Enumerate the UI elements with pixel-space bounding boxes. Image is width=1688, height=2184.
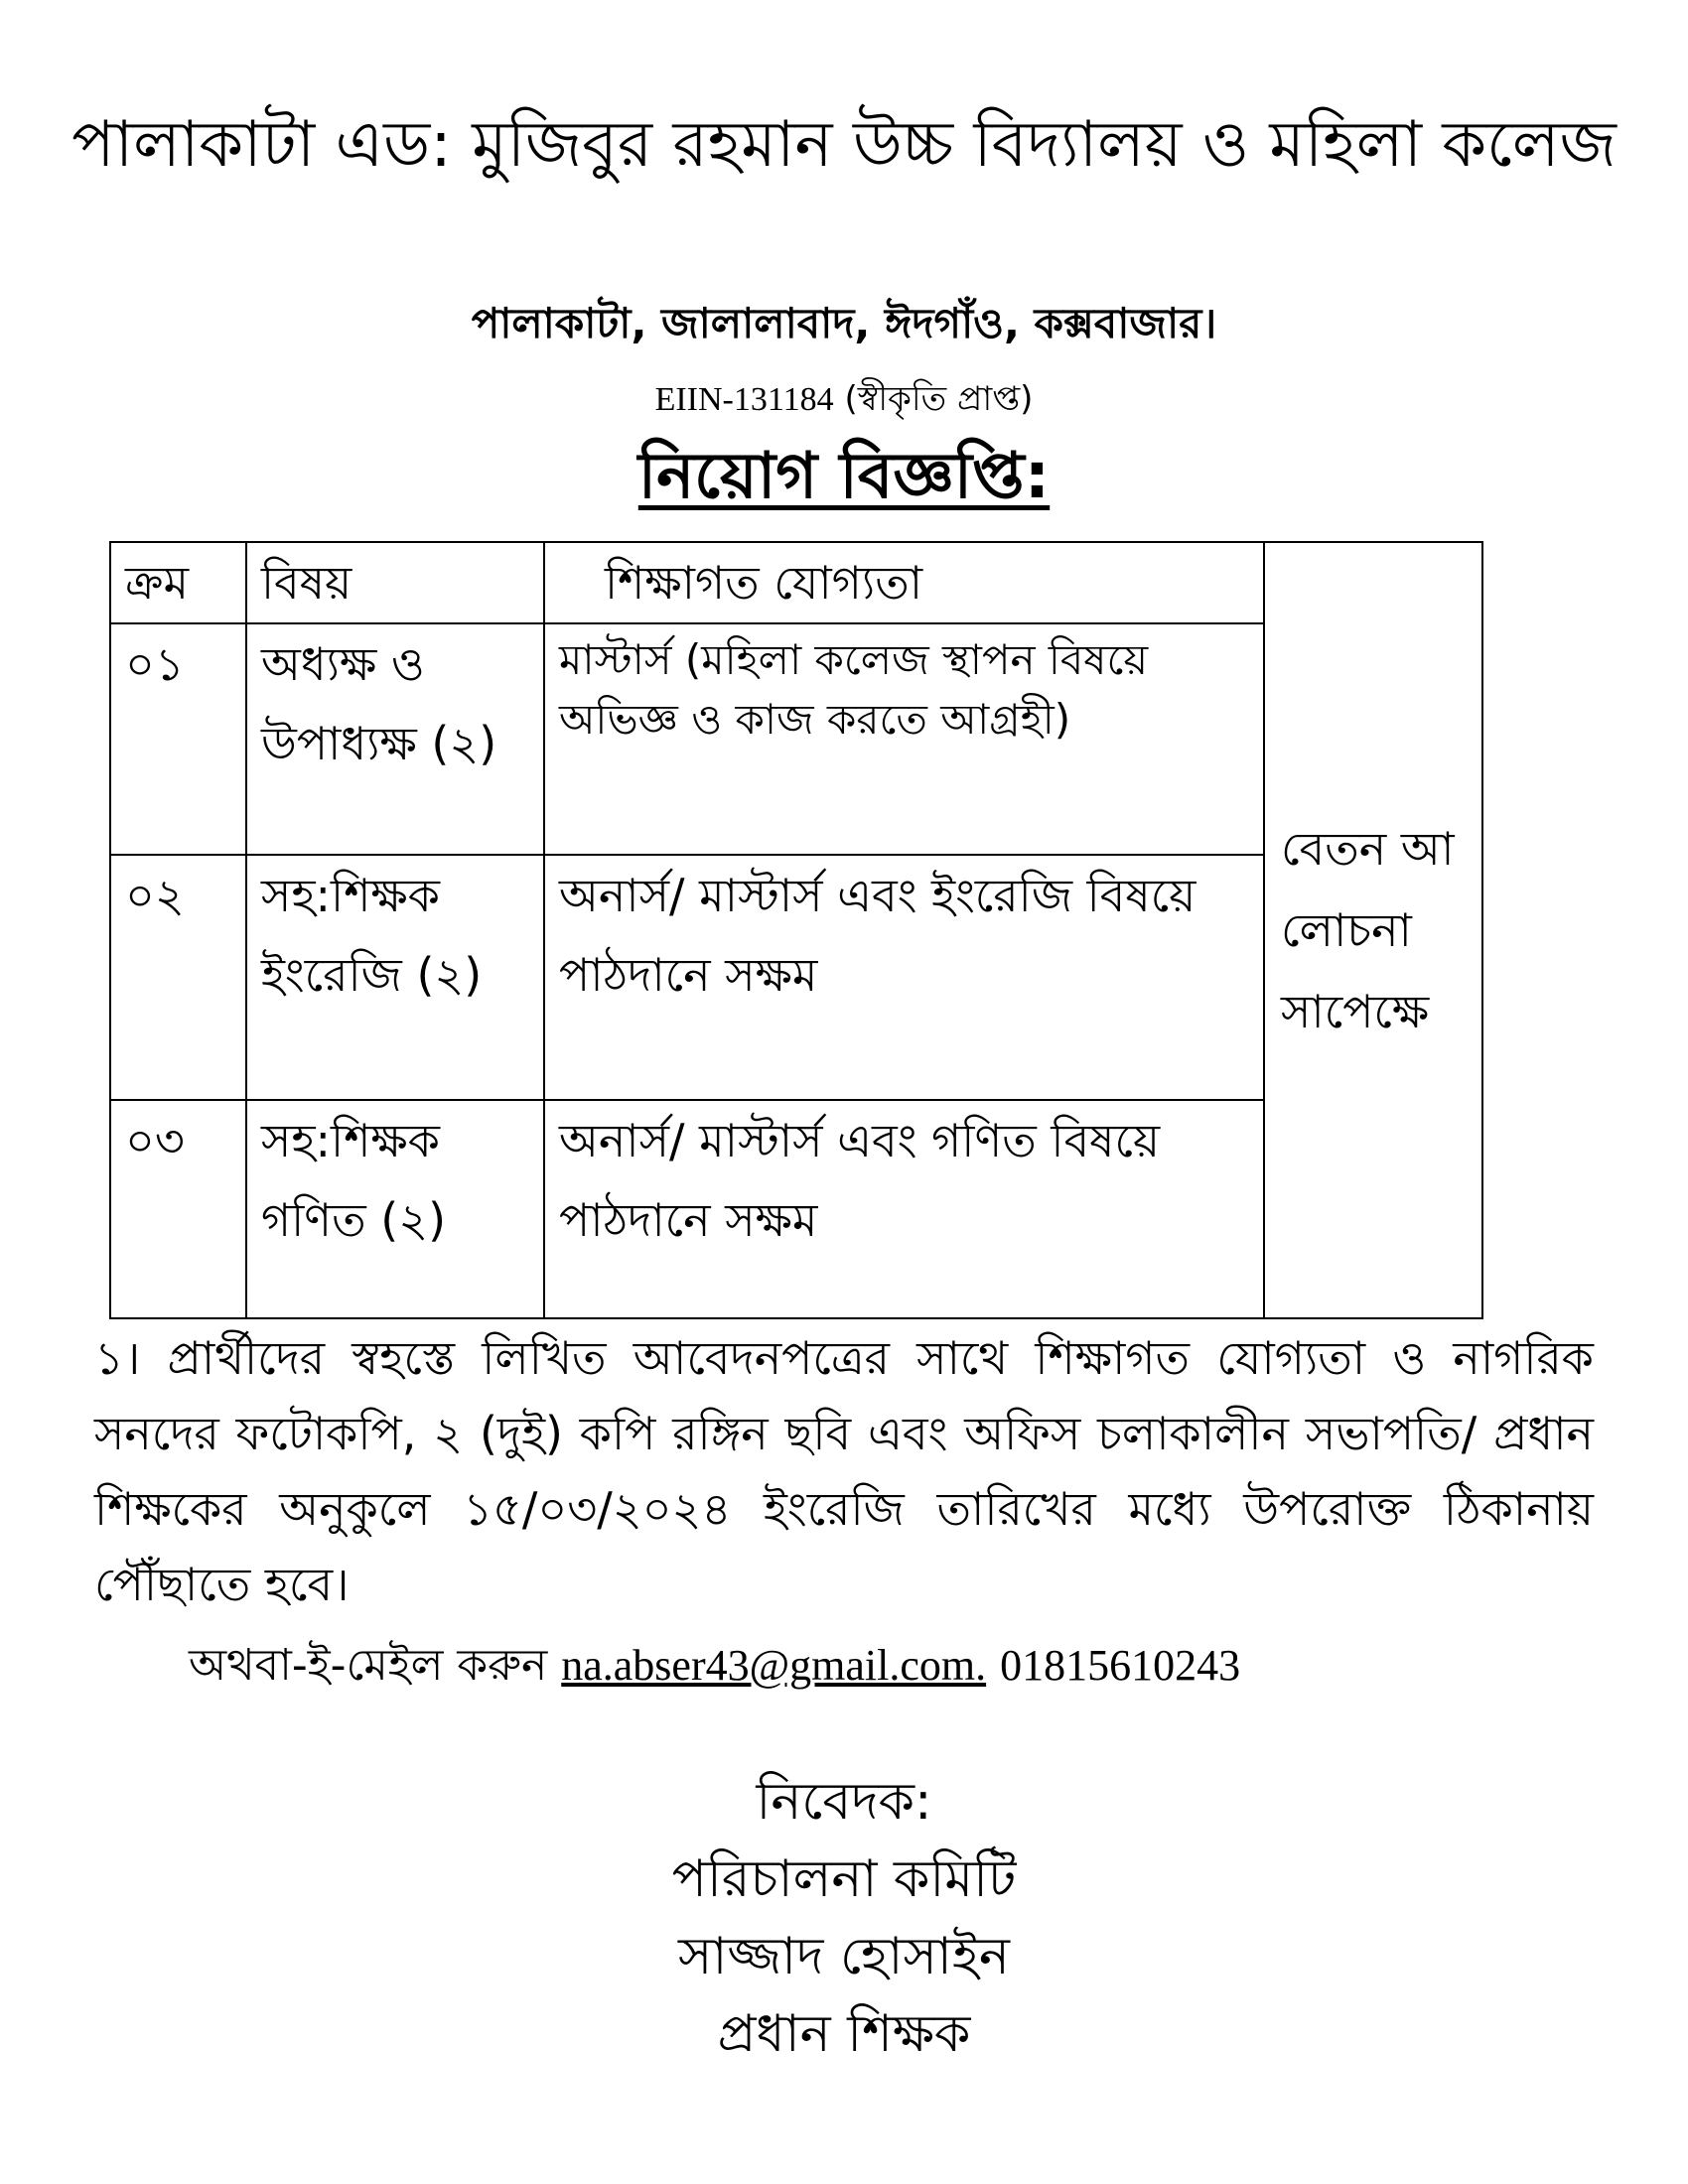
contact-line	[189, 1636, 1240, 1696]
eiin-number: EIIN-131184	[654, 381, 834, 418]
row-serial: ০২	[110, 855, 246, 1100]
contact-email[interactable]: na.abser43@gmail.com.	[561, 1641, 987, 1690]
school-name: পালাকাটা এড: মুজিবুর রহমান উচ্চ বিদ্যালয় ও মহিলা কলেজ	[71, 108, 1617, 182]
school-address: পালাকাটা, জালালাবাদ, ঈদগাঁও, কক্সবাজার।	[471, 299, 1217, 347]
recognition-status: (স্বীকৃতি প্রাপ্ত)	[844, 379, 1034, 419]
row-qualification: অনার্স/ মাস্টার্স এবং গণিত বিষয়ে পাঠদানে সক্ষম	[544, 1100, 1264, 1318]
signature-title: প্রধান শিক্ষক	[717, 2004, 971, 2064]
signature-committee: পরিচালনা কমিটি	[671, 1849, 1017, 1909]
application-instructions: ১। প্রার্থীদের স্বহস্তে লিখিত আবেদনপত্রের সাথে শিক্ষাগত যোগ্যতা ও নাগরিক সনদের ফটোকপি, ২ (দুই) কপি রঙ্গিন ছবি এবং অফিস চলাকালীন সভাপতি/ প্রধান শিক্ষকের অনুকুলে ১৫/০৩/২০২৪ ইংরেজি তারিখের মধ্যে উপরোক্ত ঠিকানায় পৌঁছাতে হবে।	[94, 1331, 1594, 1611]
contact-prefix: অথবা-ই-মেইল করুন	[189, 1640, 548, 1691]
salary-cell	[1264, 542, 1482, 1318]
header-serial: ক্রম	[110, 542, 246, 623]
row-serial: ০১	[110, 623, 246, 855]
header-qualification: শিক্ষাগত যোগ্যতা	[544, 542, 1264, 623]
row-subject: সহ:শিক্ষক গণিত (২)	[246, 1100, 544, 1318]
salary-text: বেতন আলোচনা সাপেক্ষে	[1281, 822, 1455, 1038]
table-header-row	[110, 542, 1482, 623]
contact-phone: 01815610243	[1000, 1641, 1241, 1690]
row-serial: ০৩	[110, 1100, 246, 1318]
signature-name: সাজ্জাদ হোসাইন	[678, 1927, 1010, 1986]
row-qualification: মাস্টার্স (মহিলা কলেজ স্থাপন বিষয়ে অভিজ্ঞ ও কাজ করতে আগ্রহী)	[544, 623, 1264, 855]
row-subject: অধ্যক্ষ ও উপাধ্যক্ষ (২)	[246, 623, 544, 855]
row-subject: সহ:শিক্ষক ইংরেজি (২)	[246, 855, 544, 1100]
header-subject: বিষয়	[246, 542, 544, 623]
eiin-line	[0, 377, 1688, 422]
signature-label: নিবেদক:	[756, 1772, 932, 1832]
row-qualification: অনার্স/ মাস্টার্স এবং ইংরেজি বিষয়ে পাঠদানে সক্ষম	[544, 855, 1264, 1100]
notice-title	[0, 437, 1688, 516]
vacancy-table	[109, 541, 1483, 1319]
notice-title-text: নিয়োগ বিজ্ঞপ্তি:	[637, 440, 1051, 513]
